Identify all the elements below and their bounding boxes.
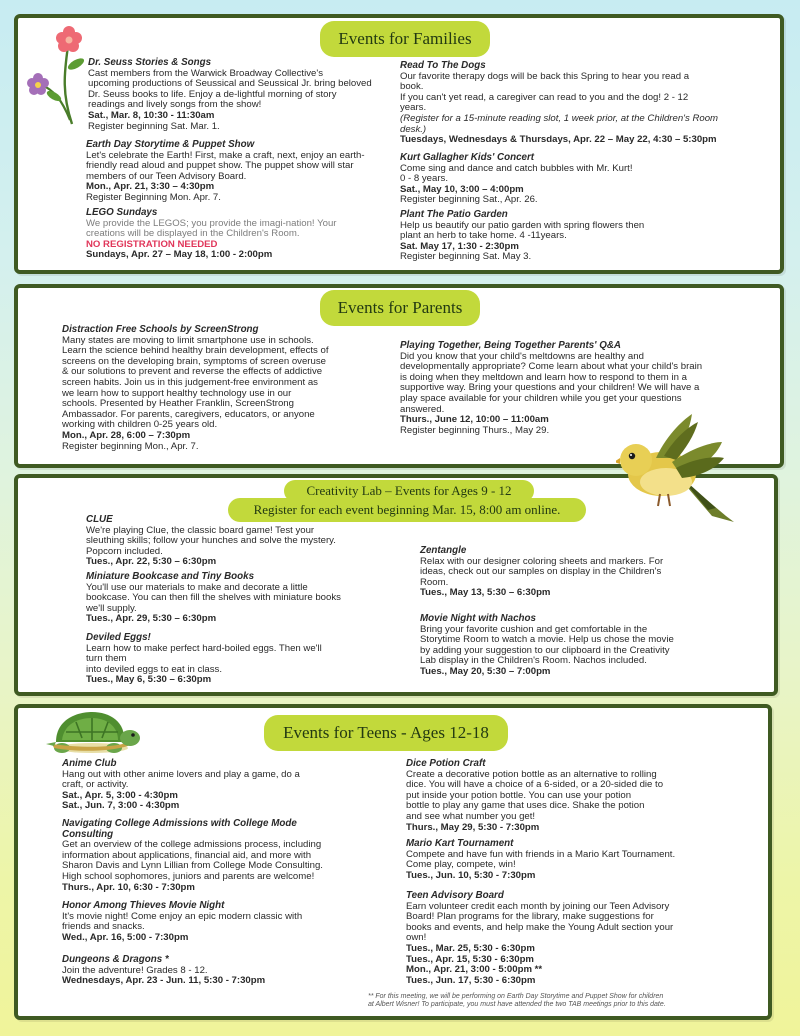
event-desc-line: put inside your potion bottle. You can use your potion: [406, 789, 632, 801]
event-desc-line: We provide the LEGOS; you provide the imagi-nation! Your: [86, 217, 337, 229]
event-desc-line: Did you know that your child's meltdowns are healthy and: [400, 350, 644, 362]
event-desc-line: developmentally appropriate? Come learn about what your child's brain: [400, 361, 703, 373]
event-dice-potion: [406, 759, 746, 833]
event-when: Tues., May 6, 5:30 – 6:30pm: [86, 674, 212, 686]
event-desc-line: Room.: [420, 576, 449, 588]
teens-heading: Events for Teens - Ages 12-18: [264, 715, 508, 751]
event-desc-line: answered.: [400, 403, 445, 415]
event-note-line: desk.): [400, 123, 427, 135]
event-dr-seuss: [88, 58, 388, 132]
event-title: Dr. Seuss Stories & Songs: [88, 57, 212, 68]
creativity-subheading: Register for each event beginning Mar. 15, 8:00 am online.: [228, 498, 586, 522]
event-desc-line: Sharon Davis and Lynn Lillian from College Mode Consulting.: [62, 860, 323, 872]
event-title: Zentangle: [420, 545, 467, 556]
event-title: Teen Advisory Board: [406, 890, 504, 901]
event-when: Tues., Apr. 22, 5:30 – 6:30pm: [86, 556, 217, 568]
event-desc-line: own!: [406, 932, 427, 944]
event-when: Wednesdays, Apr. 23 - Jun. 11, 5:30 - 7:30pm: [62, 975, 266, 987]
event-desc-line: Board! Plan programs for the library, make suggestions for: [406, 911, 654, 923]
event-when: Mon., Apr. 21, 3:30 – 4:30pm: [86, 181, 215, 193]
event-title: Movie Night with Nachos: [420, 613, 536, 624]
event-desc-line: Hang out with other anime lovers and play a game, do a: [62, 768, 300, 780]
event-desc-line: Lab display in the Children's Room. Nachos included.: [420, 655, 647, 667]
event-desc-line: readings and lively songs from the show!: [88, 99, 262, 111]
event-desc-line: It's movie night! Come enjoy an epic modern classic with: [62, 910, 303, 922]
event-desc-line: & our solutions to prevent and reverse the effects of addictive: [62, 366, 323, 378]
event-desc-line: friends and snacks.: [62, 921, 145, 933]
event-desc-line: is doing when they meltdown and learn how to respond to them in a: [400, 371, 687, 383]
event-desc-line: Learn how to make perfect hard-boiled eggs. Then we'll: [86, 642, 322, 654]
event-desc-line: into deviled eggs to eat in class.: [86, 663, 222, 675]
event-title: Read To The Dogs: [400, 60, 486, 71]
event-desc-line: and see what number you get!: [406, 810, 536, 822]
event-when: Mon., Apr. 28, 6:00 – 7:30pm: [62, 429, 191, 441]
event-title: Mario Kart Tournament: [406, 838, 514, 849]
event-title: Dice Potion Craft: [406, 758, 486, 769]
event-desc-line: Get an overview of the college admissions process, including: [62, 839, 322, 851]
event-college-admissions: [62, 819, 382, 893]
event-desc-line: supportive way. Bring your questions and your children! We will have a: [400, 382, 700, 394]
footnote-line: ** For this meeting, we will be performing on Earth Day Storytime and Puppet Show for children: [368, 993, 664, 1000]
event-desc-line: Earn volunteer credit each month by joining our Teen Advisory: [406, 900, 670, 912]
creativity-heading: Creativity Lab – Events for Ages 9 - 12: [284, 480, 534, 502]
event-desc-line: schools. Presented by Heather Franklin, ScreenStrong: [62, 398, 294, 410]
bird-icon: [616, 412, 746, 532]
event-desc-line: Help us beautify our patio garden with spring flowers then: [400, 219, 645, 231]
event-desc-line: Cast members from the Warwick Broadway Collective's: [88, 67, 323, 79]
event-when: Tues., May 20, 5:30 – 7:00pm: [420, 665, 551, 677]
event-deviled-eggs: [86, 633, 396, 686]
event-when: Sat., Mar. 8, 10:30 - 11:30am: [88, 109, 215, 121]
event-miniature-bookcase: [86, 572, 396, 625]
event-title: Miniature Bookcase and Tiny Books: [86, 571, 255, 582]
event-desc-line: Storytime Room to watch a movie. Help us chose the movie: [420, 634, 674, 646]
event-read-to-dogs: [400, 61, 765, 146]
event-desc-line: Let's celebrate the Earth! First, make a craft, next, enjoy an earth-: [86, 149, 365, 161]
event-title: Anime Club: [62, 758, 117, 769]
event-desc-line: dice. You will have a choice of a 6-sided, or a 20-sided die to: [406, 779, 664, 791]
event-desc-line: book.: [400, 81, 424, 93]
event-title: Consulting: [62, 828, 114, 840]
families-heading: Events for Families: [320, 21, 490, 57]
event-desc-line: by adding your suggestion to our clipboard in the Creativity: [420, 644, 670, 656]
event-desc-line: bottle to play any game that uses dice. Shake the potion: [406, 800, 645, 812]
event-title: Kurt Gallagher Kids' Concert: [400, 152, 535, 163]
event-when: Tues., Mar. 25, 5:30 - 6:30pm: [406, 942, 535, 954]
event-desc-line: Come sing and dance and catch bubbles with Mr. Kurt!: [400, 162, 633, 174]
event-when: Sat., May 10, 3:00 – 4:00pm: [400, 183, 524, 195]
event-when: Wed., Apr. 16, 5:00 - 7:30pm: [62, 931, 189, 943]
event-title: Deviled Eggs!: [86, 632, 151, 643]
event-zentangle: [420, 546, 740, 599]
event-desc-line: creations will be displayed in the Children's Room.: [86, 228, 300, 240]
event-desc-line: years.: [400, 102, 427, 114]
event-title: LEGO Sundays: [86, 207, 158, 218]
event-note-line: (Register for a 15-minute reading slot, 1 week prior, at the Children's Room: [400, 112, 719, 124]
event-patio-garden: [400, 210, 760, 263]
event-register: Register Beginning Mon. Apr. 7.: [86, 191, 221, 203]
event-register: Register beginning Mon., Apr. 7.: [62, 440, 199, 452]
event-title: Playing Together, Being Together Parents' Q&A: [400, 340, 621, 351]
event-title: Navigating College Admissions with College Mode: [62, 818, 297, 829]
event-desc-line: 0 - 8 years.: [400, 173, 448, 185]
event-desc-line: screen habits. Join us in this judgement-free environment as: [62, 376, 318, 388]
event-register: Register beginning Sat. Mar. 1.: [88, 120, 220, 132]
event-when: Thurs., Apr. 10, 6:30 - 7:30pm: [62, 881, 195, 893]
event-when: Thurs., June 12, 10:00 – 11:00am: [400, 414, 549, 426]
event-title: Earth Day Storytime & Puppet Show: [86, 139, 255, 150]
event-desc-line: If you can't yet read, a caregiver can read to you and the dog! 2 - 12: [400, 91, 689, 103]
event-when: Tues., Jun. 17, 5:30 - 6:30pm: [406, 974, 536, 986]
event-desc-line: information about applications, financial aid, and more with: [62, 849, 312, 861]
footnote-line: at Albert Wisner! To participate, you must have attended the two TAB meetings prior to this date.: [368, 1001, 666, 1008]
event-teen-advisory: [406, 891, 746, 986]
event-desc-line: Popcorn included.: [86, 545, 163, 557]
event-desc-line: we'll supply.: [86, 602, 137, 614]
event-when: Tues., Apr. 15, 5:30 - 6:30pm: [406, 953, 534, 965]
event-mario-kart: [406, 839, 746, 881]
event-desc-line: Create a decorative potion bottle as an alternative to rolling: [406, 768, 657, 780]
teens-footnote: [368, 993, 760, 1009]
event-desc-line: sleuthing skills; follow your hunches and solve the mystery.: [86, 535, 336, 547]
turtle-icon: [42, 708, 140, 758]
event-desc-line: ideas, check out our samples on display in the Children's: [420, 566, 662, 578]
event-desc-line: Come play, compete, win!: [406, 859, 516, 871]
event-distraction-free: [62, 325, 382, 452]
parents-heading: Events for Parents: [320, 290, 480, 326]
event-desc-line: books and events, and help make the Young Adult section your: [406, 921, 674, 933]
event-when: Sat. May 17, 1:30 - 2:30pm: [400, 240, 519, 252]
event-when: Tues., May 13, 5:30 – 6:30pm: [420, 587, 551, 599]
event-desc-line: Many states are moving to limit smartphone use in schools.: [62, 334, 314, 346]
event-when: Mon., Apr. 21, 3:00 - 5:00pm **: [406, 964, 543, 976]
event-when: Sat., Apr. 5, 3:00 - 4:30pm: [62, 789, 178, 801]
event-desc-line: we learn how to support healthy technology use in our: [62, 387, 292, 399]
event-desc-line: screens on the developing brain, symptoms of screen overuse: [62, 355, 326, 367]
event-when: Tues., Jun. 10, 5:30 - 7:30pm: [406, 869, 536, 881]
event-desc-line: High school sophomores, juniors and parents are welcome!: [62, 870, 315, 882]
flower-icon: [24, 24, 90, 130]
event-desc-line: Learn the science behind healthy brain development, effects of: [62, 345, 329, 357]
event-lego-sundays: [86, 208, 386, 261]
event-desc-line: Relax with our designer coloring sheets and markers. For: [420, 555, 664, 567]
event-honor-thieves: [62, 901, 382, 943]
event-title: Dungeons & Dragons *: [62, 954, 169, 965]
event-clue: [86, 515, 396, 568]
event-desc-line: Join the adventure! Grades 8 - 12.: [62, 964, 208, 976]
event-anime-club: [62, 759, 382, 812]
event-when: Tues., Apr. 29, 5:30 – 6:30pm: [86, 613, 217, 625]
event-register: Register beginning Sat., Apr. 26.: [400, 194, 538, 206]
event-desc-line: working with children 0-25 years old.: [62, 419, 218, 431]
event-desc-line: friendly read aloud and puppet show. The puppet show will star: [86, 160, 354, 172]
event-desc-line: Dr. Seuss books to life. Enjoy a de-lightful morning of story: [88, 88, 337, 100]
event-desc-line: We're playing Clue, the classic board game! Test your: [86, 524, 315, 536]
event-title: Honor Among Thieves Movie Night: [62, 900, 225, 911]
event-when: Sundays, Apr. 27 – May 18, 1:00 - 2:00pm: [86, 249, 273, 261]
event-earth-day: [86, 140, 386, 204]
event-kurt-concert: [400, 153, 760, 206]
event-register: Register beginning Thurs., May 29.: [400, 424, 550, 436]
event-desc-line: members of our Teen Advisory Board.: [86, 170, 247, 182]
event-when: Thurs., May 29, 5:30 - 7:30pm: [406, 821, 540, 833]
event-title: CLUE: [86, 514, 113, 525]
event-desc-line: Compete and have fun with friends in a Mario Kart Tournament.: [406, 848, 676, 860]
event-desc-line: plant an herb to take home. 4 -11years.: [400, 230, 567, 242]
event-when: Sat., Jun. 7, 3:00 - 4:30pm: [62, 800, 180, 812]
event-desc-line: upcoming productions of Seussical and Seussical Jr. bring beloved: [88, 78, 372, 90]
event-desc-line: Ambassador. For parents, caregivers, educators, or anyone: [62, 408, 315, 420]
event-desc-line: Our favorite therapy dogs will be back this Spring to hear you read a: [400, 70, 690, 82]
event-movie-nachos: [420, 614, 740, 678]
event-dungeons-dragons: [62, 955, 382, 987]
event-title: Plant The Patio Garden: [400, 209, 508, 220]
event-title: Distraction Free Schools by ScreenStrong: [62, 324, 259, 335]
event-desc-line: Bring your favorite cushion and get comfortable in the: [420, 623, 648, 635]
event-desc-line: craft, or activity.: [62, 779, 129, 791]
event-desc-line: bookcase. You can then fill the shelves with miniature books: [86, 592, 341, 604]
event-when: Tuesdays, Wednesdays & Thursdays, Apr. 22 – May 22, 4:30 – 5:30pm: [400, 134, 717, 146]
event-register: Register beginning Sat. May 3.: [400, 251, 532, 263]
event-desc-line: turn them: [86, 653, 127, 665]
event-desc-line: You'll use our materials to make and decorate a little: [86, 581, 308, 593]
event-desc-line: play space available for your children while you get your questions: [400, 392, 682, 404]
no-registration-badge: NO REGISTRATION NEEDED: [86, 238, 218, 250]
